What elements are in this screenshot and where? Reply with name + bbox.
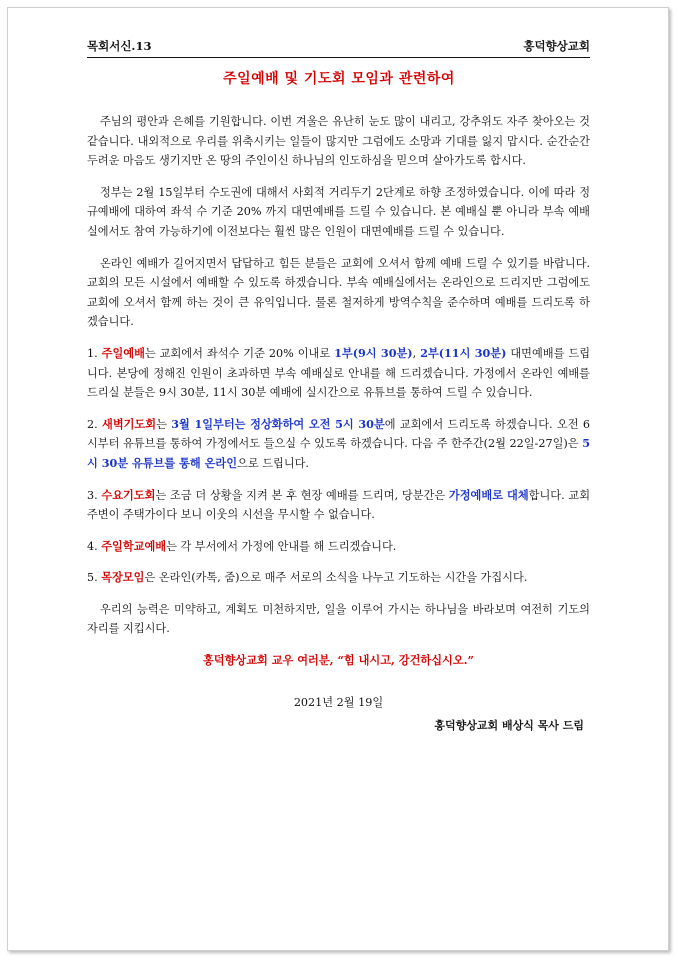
closing-blessing: 홍덕향상교회 교우 여러분, “힘 내시고, 강건하십시오.” — [203, 653, 474, 668]
highlight-first-service: 1부(9시 30분) — [334, 345, 413, 360]
item-label: 목장모임 — [101, 570, 145, 585]
item-cell-group: 5. 목장모임은 온라인(카톡, 줌)으로 매주 서로의 소식을 나누고 기도하는 시간을 가집시다. — [87, 570, 528, 585]
item-wednesday-prayer: 3. 수요기도회는 조금 더 상황을 지켜 본 후 현장 예배를 드리며, 당분간은 가정예배로 대체합니다. 교회 주변이 주택가이다 보니 이웃의 시선을 무시할 수 없습니다. — [87, 487, 591, 522]
paragraph-greeting: 주님의 평안과 은혜를 기원합니다. 이번 겨울은 유난히 눈도 많이 내리고, 강추위도 자주 찾아오는 것 같습니다. 내외적으로 우리를 위축시키는 일들이 많지만 그럼에도 소망과 기대를 잃지 맙시다. 순간순간 두려운 마음도 생기지만 온 땅의 주인이신 하나님의 인도하심을 믿으며 살아가도록 합시다. — [87, 115, 590, 168]
document-header — [87, 38, 590, 58]
signature: 홍덕향상교회 배상식 목사 드림 — [434, 719, 584, 733]
paragraph-invitation: 온라인 예배가 길어지면서 답답하고 힘든 분들은 교회에 오셔서 함께 예배 드릴 수 있기를 바랍니다. 교회의 모든 시설에서 예배할 수 있도록 하겠습니다. 부속 예배실에서는 온라인으로 드리지만 그럼에도 교회에 오셔서 함께 하는 것이 큰 유익입니다. 물론 철저하게 방역수칙을 준수하며 예배를 드리도록 하겠습니다. — [87, 256, 590, 329]
highlight-dawn-online: 5시 30분 유튜브를 통해 온라인 — [87, 436, 590, 470]
paragraph-government-notice: 정부는 2월 15일부터 수도권에 대해서 사회적 거리두기 2단계로 하향 조정하였습니다. 이에 따라 정규예배에 대하여 좌석 수 기준 20% 까지 대면예배를 드릴 수 있습니다. 본 예배실 뿐 아니라 부속 예배실에서도 참여 가능하기에 이전보다는 훨씬 많은 인원이 대면예배를 드릴 수 있습니다. — [87, 185, 590, 238]
item-label: 새벽기도회 — [102, 416, 157, 431]
item-label: 주일예배 — [101, 345, 145, 360]
church-name: 홍덕향상교회 — [523, 39, 590, 53]
letter-number: 목회서신.13 — [87, 39, 152, 53]
letter-body — [87, 112, 590, 748]
highlight-dawn-schedule: 3월 1일부터는 정상화하여 오전 5시 30분 — [171, 416, 385, 431]
item-label: 수요기도회 — [101, 487, 156, 502]
highlight-second-service: 2부(11시 30분) — [420, 345, 507, 360]
paragraph-encouragement: 우리의 능력은 미약하고, 계획도 미천하지만, 일을 이루어 가시는 하나님을 바라보며 여전히 기도의 자리를 지킵시다. — [87, 602, 590, 636]
item-sunday-school: 4. 주일학교예배는 각 부서에서 가정에 안내를 해 드리겠습니다. — [87, 538, 397, 553]
letter-date: 2021년 2월 19일 — [293, 695, 384, 709]
item-sunday-worship: 1. 주일예배는 교회에서 좌석수 기준 20% 이내로 1부(9시 30분), 2부(11시 30분) 대면예배를 드립니다. 본당에 정해진 인원이 초과하면 부속 예배실로 안내를 해 드리겠습니다. 가정에서 온라인 예배를 드리실 분들은 9시 30분, 11시 30분 예배에 실시간으로 유튜브를 통하여 드릴 수 있습니다. — [87, 345, 590, 400]
item-label: 주일학교예배 — [101, 538, 167, 553]
document-title: 주일예배 및 기도회 모임과 관련하여 — [223, 71, 455, 87]
highlight-home-worship: 가정예배로 대체 — [448, 487, 529, 502]
item-dawn-prayer: 2. 새벽기도회는 3월 1일부터는 정상화하여 오전 5시 30분에 교회에서 드리도록 하겠습니다. 오전 6시부터 유튜브를 통하여 가정에서도 들으실 수 있도록 하겠습니다. 다음 주 한주간(2월 22일-27일)은 5시 30분 유튜브를 통해 온라인으로 드립니다. — [87, 416, 590, 470]
